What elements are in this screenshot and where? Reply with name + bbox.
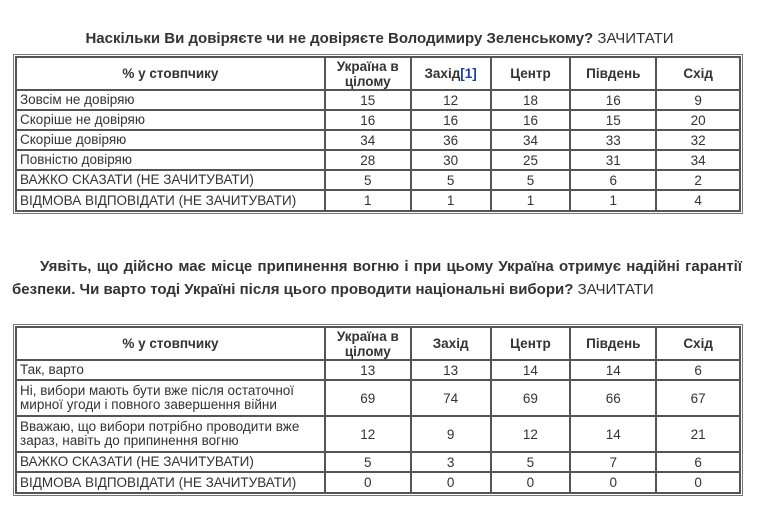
header-east: Схід <box>656 327 740 360</box>
question-1-text: Наскільки Ви довіряєте чи не довіряєте Володимиру Зеленському? <box>85 30 594 47</box>
table-row <box>16 452 740 472</box>
row-value: 34 <box>325 130 411 150</box>
footnote-link[interactable]: [1] <box>460 66 477 81</box>
row-label: ВІДМОВА ВІДПОВІДАТИ (НЕ ЗАЧИТУВАТИ) <box>16 472 325 493</box>
row-value: 16 <box>491 110 571 130</box>
row-value: 1 <box>570 190 656 211</box>
row-label: ВІДМОВА ВІДПОВІДАТИ (НЕ ЗАЧИТУВАТИ) <box>16 190 325 211</box>
row-value: 13 <box>411 360 491 380</box>
row-value: 74 <box>411 380 491 416</box>
row-value: 5 <box>325 170 411 190</box>
row-value: 7 <box>570 452 656 472</box>
row-label: Так, варто <box>16 360 325 380</box>
row-value: 9 <box>656 90 740 110</box>
row-value: 21 <box>656 416 740 452</box>
row-value: 16 <box>570 90 656 110</box>
header-west: Захід <box>411 327 491 360</box>
table-row <box>16 90 740 110</box>
row-value: 0 <box>325 472 411 493</box>
elections-table <box>15 326 741 494</box>
row-value: 36 <box>411 130 491 150</box>
row-value: 6 <box>656 452 740 472</box>
row-value: 12 <box>411 90 491 110</box>
row-value: 3 <box>411 452 491 472</box>
header-percent: % у стовпчику <box>16 327 325 360</box>
row-value: 67 <box>656 380 740 416</box>
question-2-instruction: ЗАЧИТАТИ <box>577 281 654 298</box>
row-value: 5 <box>491 452 571 472</box>
row-value: 5 <box>325 452 411 472</box>
row-value: 5 <box>411 170 491 190</box>
table-row <box>16 360 740 380</box>
row-value: 0 <box>491 472 571 493</box>
header-south: Південь <box>570 57 656 90</box>
row-value: 0 <box>570 472 656 493</box>
header-ukraine: Україна в цілому <box>325 327 411 360</box>
header-center: Центр <box>491 327 571 360</box>
row-value: 15 <box>570 110 656 130</box>
row-value: 1 <box>491 190 571 211</box>
trust-table <box>15 56 741 212</box>
question-1-instruction: ЗАЧИТАТИ <box>597 30 674 47</box>
row-value: 33 <box>570 130 656 150</box>
header-west-label: Захід <box>424 66 461 81</box>
row-label: Вважаю, що вибори потрібно проводити вже зараз, навіть до припинення вогню <box>16 416 325 452</box>
table-row <box>16 472 740 493</box>
row-value: 16 <box>325 110 411 130</box>
row-value: 1 <box>411 190 491 211</box>
row-label: Скоріше не довіряю <box>16 110 325 130</box>
row-value: 14 <box>491 360 571 380</box>
header-center: Центр <box>491 57 571 90</box>
table-row <box>16 416 740 452</box>
table-row <box>16 110 740 130</box>
row-value: 32 <box>656 130 740 150</box>
row-label: ВАЖКО СКАЗАТИ (НЕ ЗАЧИТУВАТИ) <box>16 170 325 190</box>
row-value: 28 <box>325 150 411 170</box>
row-value: 34 <box>491 130 571 150</box>
table-row <box>16 170 740 190</box>
table-row <box>16 130 740 150</box>
header-south: Південь <box>570 327 656 360</box>
table-row <box>16 190 740 211</box>
row-value: 20 <box>656 110 740 130</box>
row-value: 0 <box>656 472 740 493</box>
header-percent: % у стовпчику <box>16 57 325 90</box>
row-value: 18 <box>491 90 571 110</box>
row-value: 66 <box>570 380 656 416</box>
row-value: 14 <box>570 416 656 452</box>
question-2-heading <box>12 255 742 301</box>
row-value: 13 <box>325 360 411 380</box>
row-value: 12 <box>491 416 571 452</box>
header-ukraine: Україна в цілому <box>325 57 411 90</box>
row-value: 1 <box>325 190 411 211</box>
row-value: 4 <box>656 190 740 211</box>
row-value: 25 <box>491 150 571 170</box>
row-label: ВАЖКО СКАЗАТИ (НЕ ЗАЧИТУВАТИ) <box>16 452 325 472</box>
row-label: Повністю довіряю <box>16 150 325 170</box>
table-row <box>16 150 740 170</box>
row-label: Скоріше довіряю <box>16 130 325 150</box>
row-value: 12 <box>325 416 411 452</box>
row-value: 15 <box>325 90 411 110</box>
header-west <box>411 57 491 90</box>
row-value: 30 <box>411 150 491 170</box>
question-2-text: Уявіть, що дійсно має місце припинення вогню і при цьому Україна отримує надійні гарантії безпеки. Чи варто тоді Україні після цього проводити національні вибори? <box>12 258 742 298</box>
row-value: 5 <box>491 170 571 190</box>
row-value: 31 <box>570 150 656 170</box>
row-value: 14 <box>570 360 656 380</box>
row-value: 69 <box>325 380 411 416</box>
question-1-heading <box>0 30 759 47</box>
row-label: Ні, вибори мають бути вже після остаточної мирної угоди і повного завершення війни <box>16 380 325 416</box>
row-label: Зовсім не довіряю <box>16 90 325 110</box>
row-value: 6 <box>570 170 656 190</box>
row-value: 16 <box>411 110 491 130</box>
row-value: 69 <box>491 380 571 416</box>
header-east: Схід <box>656 57 740 90</box>
row-value: 9 <box>411 416 491 452</box>
table-row <box>16 380 740 416</box>
row-value: 6 <box>656 360 740 380</box>
row-value: 34 <box>656 150 740 170</box>
row-value: 2 <box>656 170 740 190</box>
row-value: 0 <box>411 472 491 493</box>
